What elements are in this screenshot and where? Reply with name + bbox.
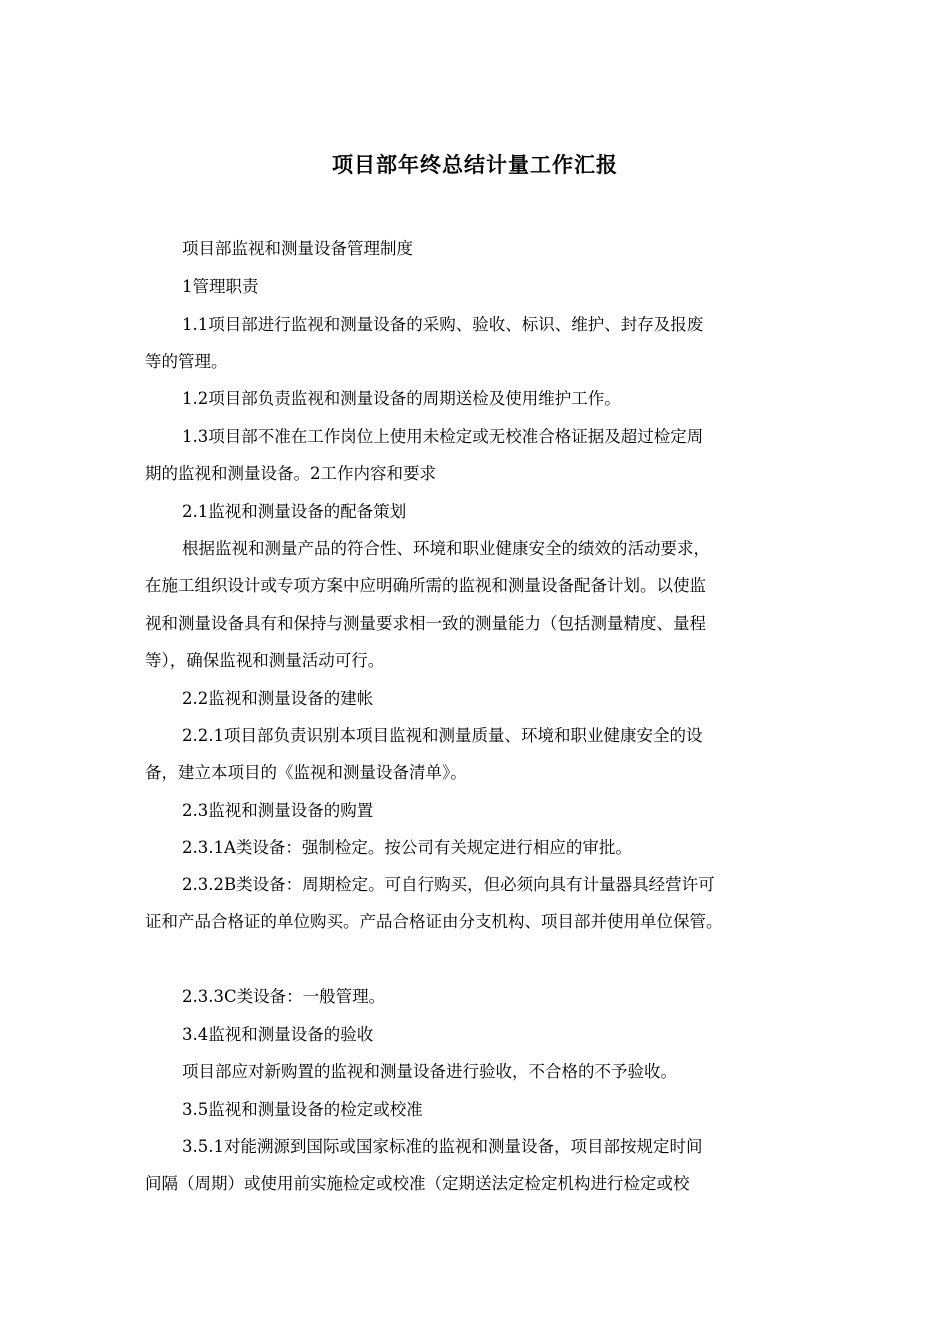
paragraph-11 bbox=[145, 829, 825, 866]
paragraph-3 bbox=[145, 306, 825, 381]
paragraph-line: 1.2项目部负责监视和测量设备的周期送检及使用维护工作。 bbox=[182, 389, 621, 408]
paragraph-15 bbox=[145, 1053, 825, 1090]
paragraph-4 bbox=[145, 380, 825, 417]
paragraph-7 bbox=[145, 530, 825, 680]
paragraph-13 bbox=[145, 978, 825, 1015]
paragraph-line: 视和测量设备具有和保持与测量要求相一致的测量能力（包括测量精度、量程 bbox=[145, 613, 706, 633]
paragraph-line: 2.2监视和测量设备的建帐 bbox=[182, 689, 374, 708]
paragraph-14 bbox=[145, 1016, 825, 1053]
paragraph-line: 3.5监视和测量设备的检定或校准 bbox=[182, 1100, 423, 1119]
paragraph-9 bbox=[145, 717, 825, 792]
paragraph-line: 间隔（周期）或使用前实施检定或校准（定期送法定检定机构进行检定或校 bbox=[145, 1174, 690, 1194]
paragraph-line: 2.1监视和测量设备的配备策划 bbox=[182, 502, 407, 521]
paragraph-line: 证和产品合格证的单位购买。产品合格证由分支机构、项目部并使用单位保管。 bbox=[145, 912, 723, 932]
paragraph-line: 1.1项目部进行监视和测量设备的采购、验收、标识、维护、封存及报废 bbox=[182, 315, 704, 334]
paragraph-16 bbox=[145, 1091, 825, 1128]
paragraph-line: 备，建立本项目的《监视和测量设备清单》。 bbox=[145, 763, 467, 783]
paragraph-line: 2.3.2B类设备：周期检定。可自行购买，但必须向具有计量器具经营许可 bbox=[182, 875, 715, 894]
paragraph-line: 3.4监视和测量设备的验收 bbox=[182, 1025, 374, 1044]
paragraph-6 bbox=[145, 493, 825, 530]
paragraph-line: 2.2.1项目部负责识别本项目监视和测量质量、环境和职业健康安全的设 bbox=[182, 726, 703, 745]
paragraph-12 bbox=[145, 866, 825, 941]
paragraph-line: 3.5.1对能溯源到国际或国家标准的监视和测量设备，项目部按规定时间 bbox=[182, 1137, 703, 1156]
paragraph-17 bbox=[145, 1128, 825, 1203]
paragraph-5 bbox=[145, 418, 825, 493]
paragraph-line: 根据监视和测量产品的符合性、环境和职业健康安全的绩效的活动要求， bbox=[182, 539, 710, 558]
paragraph-line: 1管理职责 bbox=[182, 277, 259, 296]
paragraph-10 bbox=[145, 792, 825, 829]
paragraph-line: 2.3.3C类设备：一般管理。 bbox=[182, 987, 386, 1006]
paragraph-line: 1.3项目部不准在工作岗位上使用未检定或无校准合格证据及超过检定周 bbox=[182, 427, 704, 446]
paragraph-line: 期的监视和测量设备。2工作内容和要求 bbox=[145, 464, 436, 484]
paragraph-line: 项目部监视和测量设备管理制度 bbox=[182, 239, 413, 258]
paragraph-8 bbox=[145, 680, 825, 717]
paragraph-line: 等），确保监视和测量活动可行。 bbox=[145, 651, 385, 671]
paragraph-line: 等的管理。 bbox=[145, 352, 228, 372]
paragraph-2 bbox=[145, 268, 825, 305]
paragraph-line: 项目部应对新购置的监视和测量设备进行验收，不合格的不予验收。 bbox=[182, 1062, 677, 1081]
document-title: 项目部年终总结计量工作汇报 bbox=[332, 153, 618, 177]
paragraph-line: 2.3监视和测量设备的购置 bbox=[182, 801, 374, 820]
paragraph-line: 在施工组织设计或专项方案中应明确所需的监视和测量设备配备计划。以使监 bbox=[145, 576, 706, 596]
paragraph-line: 2.3.1A类设备：强制检定。按公司有关规定进行相应的审批。 bbox=[182, 838, 632, 857]
paragraph-1 bbox=[145, 230, 825, 267]
